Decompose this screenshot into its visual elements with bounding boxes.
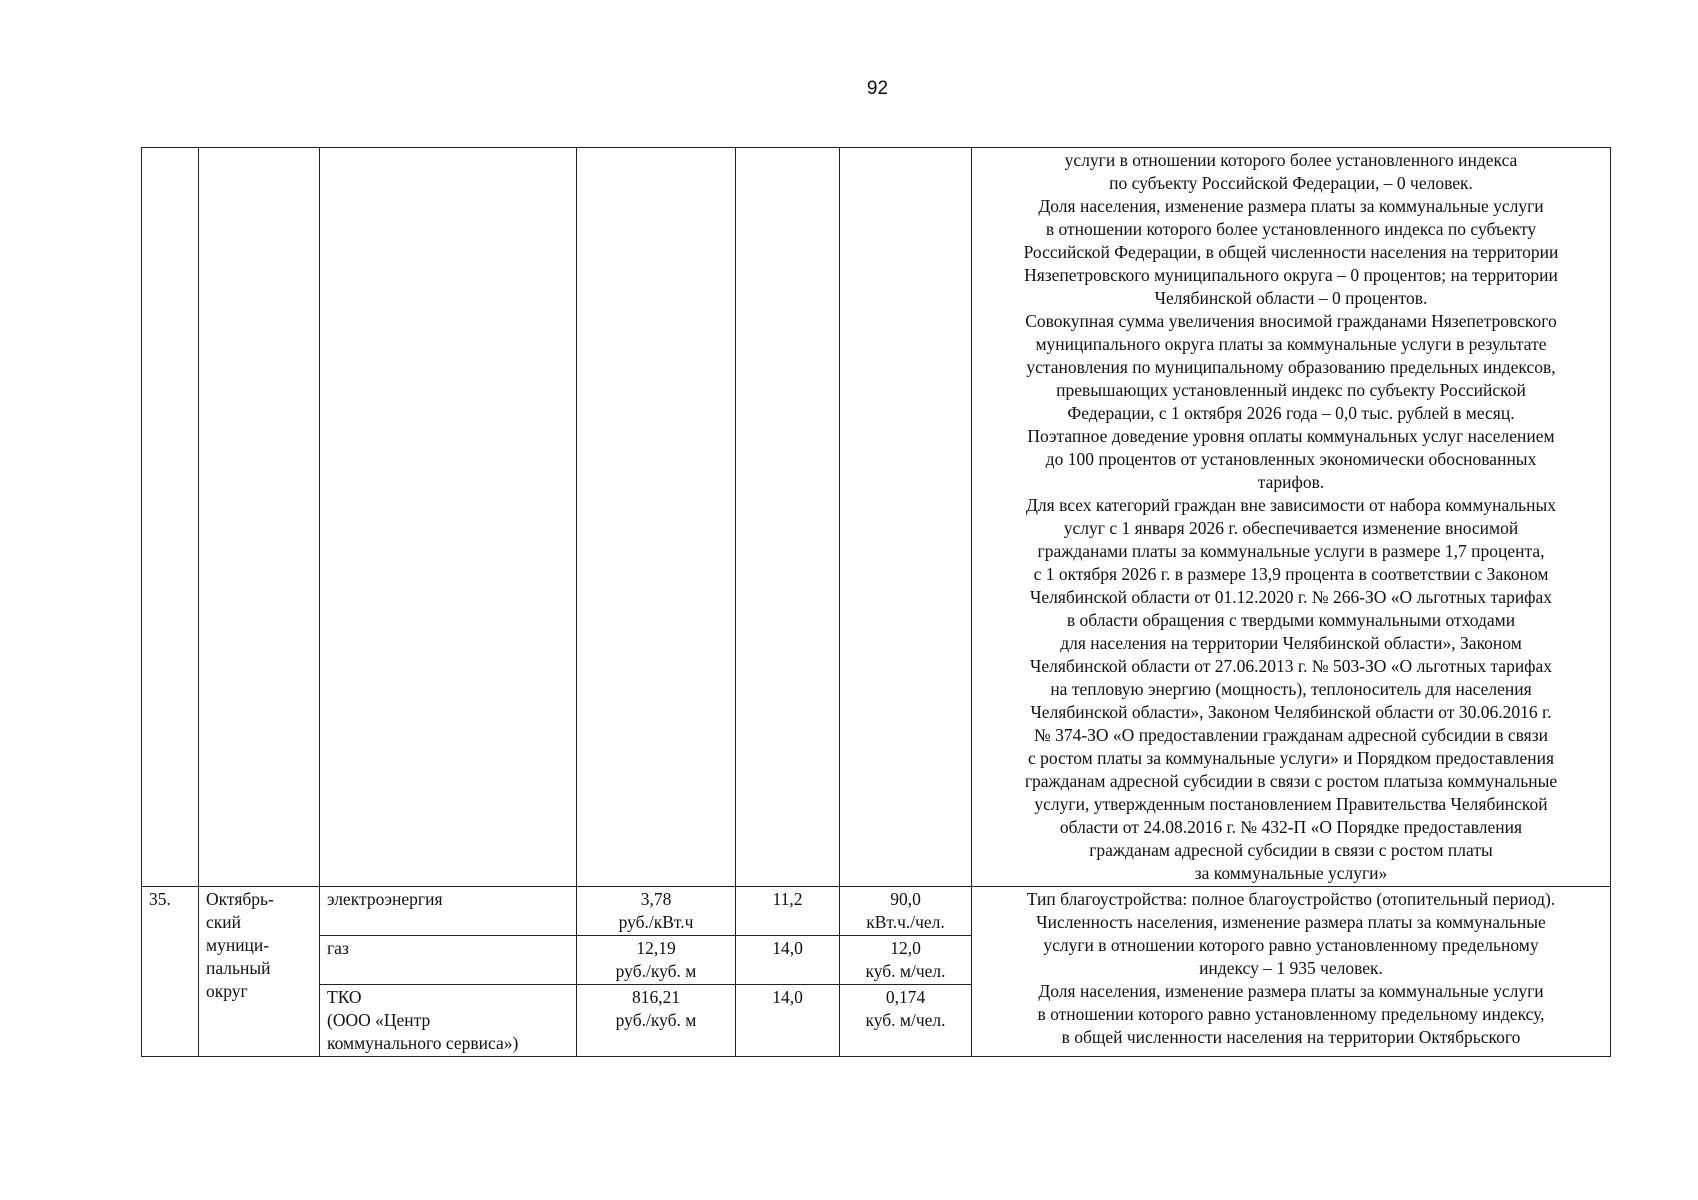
note-line: гражданам адресной субсидии в связи с ростом платы: [1089, 840, 1493, 860]
empty-cell: [840, 148, 972, 887]
continuation-note: [972, 148, 1611, 887]
norm-unit: куб. м/чел.: [865, 961, 946, 981]
note-line: на тепловую энергию (мощность), теплоноситель для населения: [1050, 679, 1532, 699]
service-index: 11,2: [736, 887, 840, 936]
note-line: Челябинской области от 27.06.2013 г. № 503-ЗО «О льготных тарифах: [1029, 656, 1553, 676]
note-line: в отношении которого равно установленному предельному индексу,: [1037, 1004, 1545, 1024]
service-name-line: ТКО: [327, 987, 362, 1007]
empty-cell: [577, 148, 736, 887]
service-name: [320, 887, 577, 936]
service-name: [320, 936, 577, 985]
norm-unit: куб. м/чел.: [865, 1010, 946, 1030]
service-norm: [840, 887, 972, 936]
service-tariff: [577, 887, 736, 936]
municipality-line: округ: [206, 981, 248, 1001]
note-line: муниципального округа платы за коммунальные услуги в результате: [1035, 334, 1547, 354]
note-line: до 100 процентов от установленных экономически обоснованных: [1045, 449, 1537, 469]
service-name-line: газ: [327, 938, 349, 958]
tariff-value: 3,78: [640, 889, 672, 909]
note-line: Челябинской области», Законом Челябинской области от 30.06.2016 г.: [1030, 702, 1552, 722]
note-line: в отношении которого более установленного индекса по субъекту: [1045, 219, 1537, 239]
service-name-line: электроэнергия: [327, 889, 443, 909]
table-row: [142, 887, 1611, 936]
note-line: № 374-ЗО «О предоставлении гражданам адресной субсидии в связи: [1034, 725, 1548, 745]
service-tariff: [577, 985, 736, 1057]
municipality-line: муници-: [206, 935, 270, 955]
row-number: 35.: [142, 887, 199, 1057]
note-line: услуги в отношении которого равно установленному предельному: [1043, 935, 1539, 955]
service-norm: [840, 936, 972, 985]
norm-unit: кВт.ч./чел.: [866, 912, 945, 932]
tariff-unit: руб./куб. м: [615, 961, 697, 981]
tariff-value: 12,19: [636, 938, 676, 958]
note-line: для населения на территории Челябинской области», Законом: [1060, 633, 1522, 653]
tariff-unit: руб./куб. м: [615, 1010, 697, 1030]
tariff-table: [141, 147, 1611, 1057]
note-line: тарифов.: [1257, 472, 1325, 492]
service-name: [320, 985, 577, 1057]
note-line: Поэтапное доведение уровня оплаты коммунальных услуг населением: [1027, 426, 1555, 446]
tariff-value: 816,21: [631, 987, 681, 1007]
empty-cell: [736, 148, 840, 887]
note-line: по субъекту Российской Федерации, – 0 человек.: [1109, 173, 1473, 193]
note-line: Доля населения, изменение размера платы за коммунальные услуги: [1038, 196, 1544, 216]
norm-value: 0,174: [885, 987, 926, 1007]
note-line: Для всех категорий граждан вне зависимости от набора коммунальных: [1025, 495, 1557, 515]
note-line: установления по муниципальному образованию предельных индексов,: [1026, 357, 1556, 377]
norm-value: 90,0: [890, 889, 921, 909]
service-name-line: коммунального сервиса»): [327, 1033, 519, 1053]
service-tariff: [577, 936, 736, 985]
municipality-line: пальный: [206, 958, 271, 978]
note-line: с ростом платы за коммунальные услуги» и Порядком предоставления: [1028, 748, 1554, 768]
service-norm: [840, 985, 972, 1057]
note-line: в области обращения с твердыми коммунальными отходами: [1066, 610, 1516, 630]
note-line: Нязепетровского муниципального округа – 0 процентов; на территории: [1024, 265, 1558, 285]
note-line: услуги в отношении которого более установленного индекса: [1064, 150, 1518, 170]
note-line: Российской Федерации, в общей численности населения на территории: [1023, 242, 1559, 262]
municipality-line: ский: [206, 912, 241, 932]
municipality-line: Октябрь-: [206, 889, 274, 909]
note-line: области от 24.08.2016 г. № 432-П «О Порядке предоставления: [1059, 817, 1523, 837]
note-line: индексу – 1 935 человек.: [1199, 958, 1383, 978]
note-line: превышающих установленный индекс по субъекту Российской: [1056, 380, 1526, 400]
note-line: Совокупная сумма увеличения вносимой гражданами Нязепетровского: [1025, 311, 1557, 331]
empty-cell: [320, 148, 577, 887]
page-number: 92: [866, 78, 889, 99]
service-name-line: (ООО «Центр: [327, 1010, 431, 1030]
entry-note: [972, 887, 1611, 1057]
municipality-name: [199, 887, 320, 1057]
note-line: гражданам адресной субсидии в связи с ростом платыза коммунальные: [1024, 771, 1558, 791]
note-line: Федерации, с 1 октября 2026 года – 0,0 тыс. рублей в месяц.: [1067, 403, 1515, 423]
service-index: 14,0: [736, 985, 840, 1057]
note-line: в общей численности населения на территории Октябрьского: [1061, 1027, 1521, 1047]
empty-cell: [142, 148, 199, 887]
tariff-unit: руб./кВт.ч: [618, 912, 694, 932]
note-line: Численность населения, изменение размера платы за коммунальные: [1036, 912, 1546, 932]
note-line: с 1 октября 2026 г. в размере 13,9 процента в соответствии с Законом: [1033, 564, 1549, 584]
service-index: 14,0: [736, 936, 840, 985]
note-line: гражданами платы за коммунальные услуги в размере 1,7 процента,: [1037, 541, 1545, 561]
note-line: Челябинской области – 0 процентов.: [1154, 288, 1428, 308]
continuation-row: [142, 148, 1611, 887]
empty-cell: [199, 148, 320, 887]
note-line: за коммунальные услуги»: [1194, 863, 1388, 883]
note-line: Тип благоустройства: полное благоустройство (отопительный период).: [1026, 889, 1556, 909]
note-line: Доля населения, изменение размера платы за коммунальные услуги: [1038, 981, 1544, 1001]
note-line: Челябинской области от 01.12.2020 г. № 266-ЗО «О льготных тарифах: [1029, 587, 1553, 607]
note-line: услуг с 1 января 2026 г. обеспечивается изменение вносимой: [1063, 518, 1519, 538]
note-line: услуги, утвержденным постановлением Правительства Челябинской: [1034, 794, 1548, 814]
norm-value: 12,0: [890, 938, 921, 958]
